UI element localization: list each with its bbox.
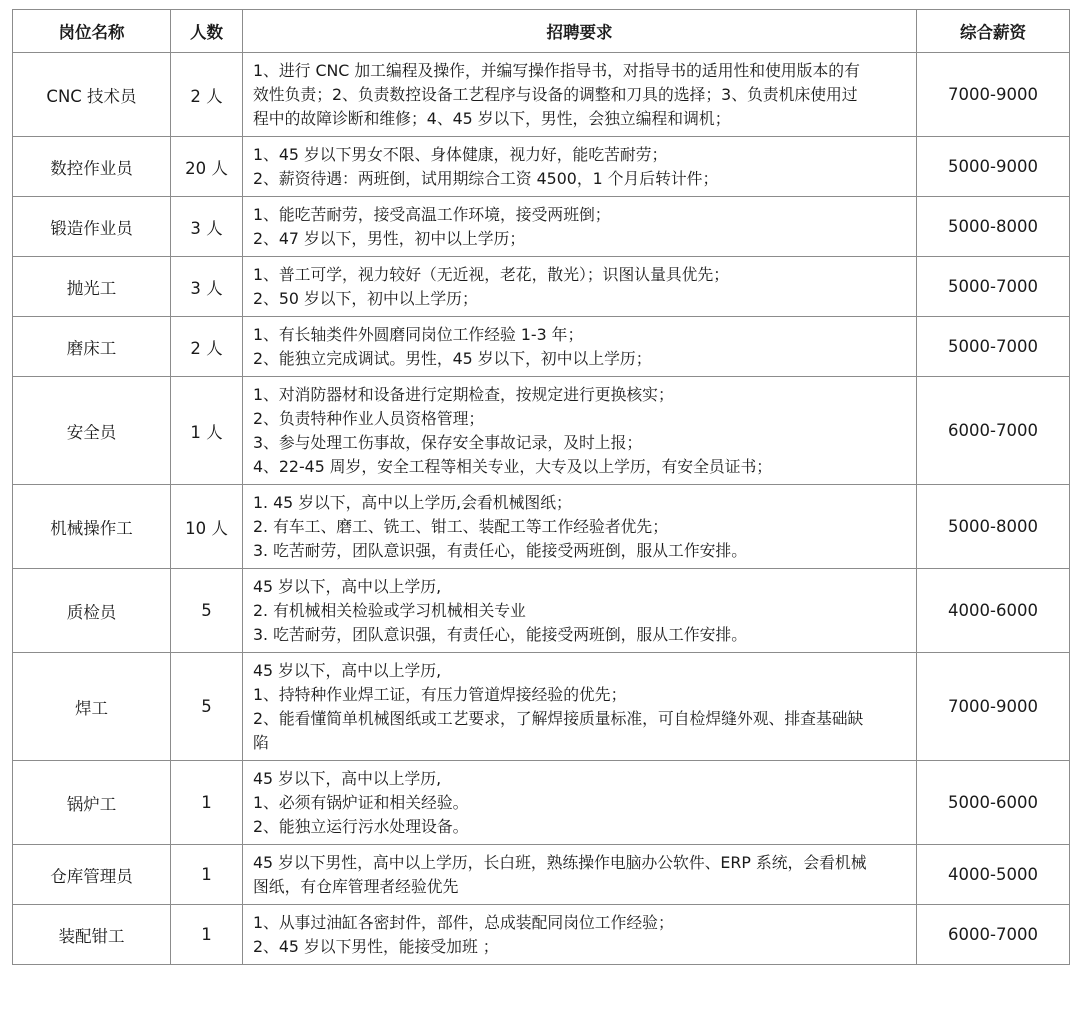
table-row — [13, 137, 1070, 197]
salary-cell: 7000-9000 — [917, 653, 1070, 761]
salary-cell: 5000-6000 — [917, 761, 1070, 845]
headcount-cell: 3 人 — [171, 197, 243, 257]
requirement-line: 1. 45 岁以下，高中以上学历,会看机械图纸； — [253, 493, 572, 512]
table-row — [13, 485, 1070, 569]
table-row — [13, 761, 1070, 845]
requirement-line: 2、负责特种作业人员资格管理； — [253, 409, 485, 428]
salary-cell: 5000-7000 — [917, 257, 1070, 317]
position-name-cell: 数控作业员 — [13, 137, 171, 197]
requirements-cell — [243, 485, 917, 569]
requirement-line: 效性负责；2、负责数控设备工艺程序与设备的调整和刀具的选择；3、负责机床使用过 — [253, 85, 858, 104]
position-name-cell: 机械操作工 — [13, 485, 171, 569]
headcount-cell: 1 — [171, 905, 243, 965]
salary-cell: 5000-8000 — [917, 485, 1070, 569]
requirement-line: 陷 — [253, 733, 269, 752]
position-name-cell: 质检员 — [13, 569, 171, 653]
table-row — [13, 905, 1070, 965]
requirement-line: 45 岁以下男性，高中以上学历，长白班，熟练操作电脑办公软件、ERP 系统，会看机械 — [253, 853, 867, 872]
requirements-cell — [243, 569, 917, 653]
table-row — [13, 377, 1070, 485]
requirement-line: 3. 吃苦耐劳，团队意识强，有责任心，能接受两班倒，服从工作安排。 — [253, 625, 748, 644]
requirement-line: 1、持特种作业焊工证，有压力管道焊接经验的优先； — [253, 685, 627, 704]
headcount-cell: 2 人 — [171, 53, 243, 137]
headcount-cell: 1 — [171, 845, 243, 905]
position-name-cell: 装配钳工 — [13, 905, 171, 965]
requirements-cell — [243, 53, 917, 137]
requirements-cell — [243, 137, 917, 197]
header-salary: 综合薪资 — [917, 10, 1070, 53]
recruitment-table — [12, 9, 1070, 965]
position-name-cell: 锻造作业员 — [13, 197, 171, 257]
requirements-cell — [243, 257, 917, 317]
header-position-name: 岗位名称 — [13, 10, 171, 53]
table-row — [13, 197, 1070, 257]
requirements-cell — [243, 317, 917, 377]
requirement-line: 1、普工可学，视力较好（无近视，老花，散光）；识图认量具优先； — [253, 265, 730, 284]
table-row — [13, 257, 1070, 317]
salary-cell: 6000-7000 — [917, 377, 1070, 485]
table-row — [13, 845, 1070, 905]
position-name-cell: 焊工 — [13, 653, 171, 761]
salary-cell: 5000-9000 — [917, 137, 1070, 197]
headcount-cell: 10 人 — [171, 485, 243, 569]
requirement-line: 2. 有机械相关检验或学习机械相关专业 — [253, 601, 526, 620]
requirement-line: 1、进行 CNC 加工编程及操作，并编写操作指导书，对指导书的适用性和使用版本的有 — [253, 61, 860, 80]
requirement-line: 1、45 岁以下男女不限、身体健康，视力好，能吃苦耐劳； — [253, 145, 668, 164]
headcount-cell: 1 — [171, 761, 243, 845]
headcount-cell: 1 人 — [171, 377, 243, 485]
requirements-cell — [243, 653, 917, 761]
table-body — [13, 53, 1070, 965]
requirement-line: 2、能独立运行污水处理设备。 — [253, 817, 469, 836]
requirement-line: 45 岁以下，高中以上学历, — [253, 577, 442, 596]
position-name-cell: 抛光工 — [13, 257, 171, 317]
headcount-cell: 20 人 — [171, 137, 243, 197]
salary-cell: 7000-9000 — [917, 53, 1070, 137]
requirement-line: 1、有长轴类件外圆磨同岗位工作经验 1-3 年； — [253, 325, 584, 344]
position-name-cell: 安全员 — [13, 377, 171, 485]
requirements-cell — [243, 761, 917, 845]
headcount-cell: 5 — [171, 569, 243, 653]
requirement-line: 2、50 岁以下，初中以上学历； — [253, 289, 478, 308]
salary-cell: 5000-7000 — [917, 317, 1070, 377]
requirement-line: 2、45 岁以下男性，能接受加班 ； — [253, 937, 499, 956]
requirement-line: 45 岁以下，高中以上学历, — [253, 661, 442, 680]
requirement-line: 2、薪资待遇：两班倒，试用期综合工资 4500，1 个月后转计件； — [253, 169, 719, 188]
requirement-line: 3. 吃苦耐劳，团队意识强，有责任心，能接受两班倒，服从工作安排。 — [253, 541, 748, 560]
requirement-line: 2、47 岁以下，男性，初中以上学历； — [253, 229, 526, 248]
requirement-line: 程中的故障诊断和维修；4、45 岁以下，男性，会独立编程和调机； — [253, 109, 731, 128]
salary-cell: 5000-8000 — [917, 197, 1070, 257]
position-name-cell: 锅炉工 — [13, 761, 171, 845]
requirement-line: 2、能看懂简单机械图纸或工艺要求，了解焊接质量标准，可自检焊缝外观、排查基础缺 — [253, 709, 864, 728]
requirement-line: 2. 有车工、磨工、铣工、钳工、装配工等工作经验者优先； — [253, 517, 669, 536]
headcount-cell: 2 人 — [171, 317, 243, 377]
table-row — [13, 53, 1070, 137]
requirements-cell — [243, 377, 917, 485]
requirement-line: 1、必须有锅炉证和相关经验。 — [253, 793, 469, 812]
table-row — [13, 569, 1070, 653]
requirement-line: 1、能吃苦耐劳，接受高温工作环境，接受两班倒； — [253, 205, 611, 224]
requirement-line: 45 岁以下，高中以上学历, — [253, 769, 442, 788]
position-name-cell: 磨床工 — [13, 317, 171, 377]
requirements-cell — [243, 197, 917, 257]
headcount-cell: 5 — [171, 653, 243, 761]
position-name-cell: CNC 技术员 — [13, 53, 171, 137]
requirements-cell — [243, 905, 917, 965]
header-headcount: 人数 — [171, 10, 243, 53]
requirement-line: 1、从事过油缸各密封件，部件，总成装配同岗位工作经验； — [253, 913, 674, 932]
position-name-cell: 仓库管理员 — [13, 845, 171, 905]
table-row — [13, 317, 1070, 377]
headcount-cell: 3 人 — [171, 257, 243, 317]
salary-cell: 4000-5000 — [917, 845, 1070, 905]
requirement-line: 3、参与处理工伤事故，保存安全事故记录，及时上报； — [253, 433, 643, 452]
requirement-line: 4、22-45 周岁，安全工程等相关专业，大专及以上学历，有安全员证书； — [253, 457, 773, 476]
table-header-row — [13, 10, 1070, 53]
salary-cell: 6000-7000 — [917, 905, 1070, 965]
requirement-line: 1、对消防器材和设备进行定期检查，按规定进行更换核实； — [253, 385, 674, 404]
requirement-line: 2、能独立完成调试。男性，45 岁以下，初中以上学历； — [253, 349, 652, 368]
header-requirements: 招聘要求 — [243, 10, 917, 53]
table-row — [13, 653, 1070, 761]
requirements-cell — [243, 845, 917, 905]
salary-cell: 4000-6000 — [917, 569, 1070, 653]
requirement-line: 图纸，有仓库管理者经验优先 — [253, 877, 459, 896]
